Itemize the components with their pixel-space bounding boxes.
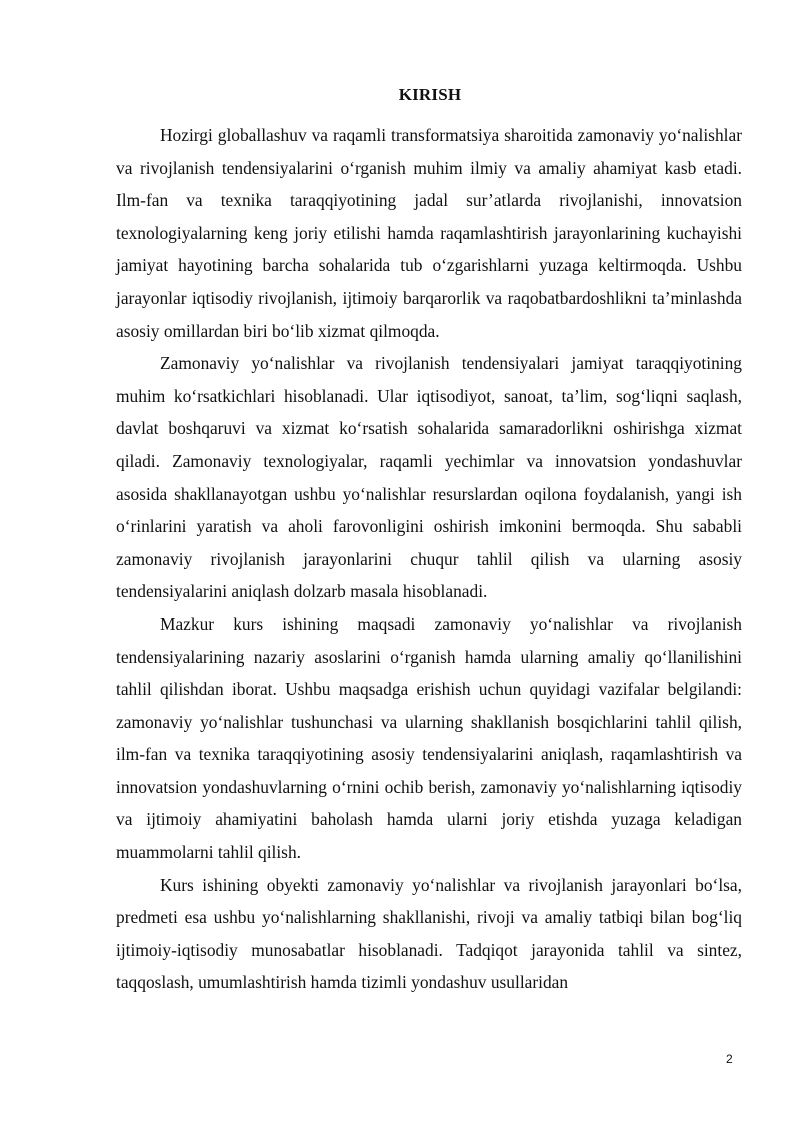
paragraph-4: Kurs ishining obyekti zamonaviy yo‘nalishlar va rivojlanish jarayonlari bo‘lsa, predmeti esa ushbu yo‘nalishlarning shakllanishi, rivoji va amaliy tatbiqi bilan bog‘liq ijtimoiy-iqtisodiy munosabatlar hisoblanadi. Tadqiqot jarayonida tahlil va sintez, taqqoslash, umumlashtirish hamda tizimli yondashuv usullaridan	[116, 874, 742, 993]
page-number: 2	[726, 1052, 733, 1066]
paragraph-3: Mazkur kurs ishining maqsadi zamonaviy yo‘nalishlar va rivojlanish tendensiyalarining nazariy asoslarini o‘rganish hamda ularning amaliy qo‘llanilishini tahlil qilishdan iborat. Ushbu maqsadga erishish uchun quyidagi vazifalar belgilandi: zamonaviy yo‘nalishlar tushunchasi va ularning shakllanish bosqichlarini tahlil qilish, ilm-fan va texnika taraqqiyotining asosiy tendensiyalarini aniqlash, raqamlashtirish va innovatsion yondashuvlarning o‘rnini ochib berish, zamonaviy yo‘nalishlarning iqtisodiy va ijtimoiy ahamiyatini baholash hamda ularni joriy etishda yuzaga keladigan muammolarni tahlil qilish.	[116, 613, 742, 863]
paragraph-1: Hozirgi globallashuv va raqamli transformatsiya sharoitida zamonaviy yo‘nalishlar va rivojlanish tendensiyalarini o‘rganish muhim ilmiy va amaliy ahamiyat kasb etadi. Ilm-fan va texnika taraqqiyotining jadal sur’atlarda rivojlanishi, innovatsion texnologiyalarning keng joriy etilishi hamda raqamlashtirish jarayonlarining kuchayishi jamiyat hayotining barcha sohalarida tub o‘zgarishlarni yuzaga keltirmoqda. Ushbu jarayonlar iqtisodiy rivojlanish, ijtimoiy barqarorlik va raqobatbardoshlikni ta’minlashda asosiy omillardan biri bo‘lib xizmat qilmoqda.	[116, 125, 742, 341]
body-text	[116, 119, 742, 999]
section-heading: KIRISH	[398, 85, 462, 104]
paragraph-2: Zamonaviy yo‘nalishlar va rivojlanish tendensiyalari jamiyat taraqqiyotining muhim ko‘rsatkichlari hisoblanadi. Ular iqtisodiyot, sanoat, ta’lim, sog‘liqni saqlash, davlat boshqaruvi va xizmat ko‘rsatish sohalarida samaradorlikni oshirishga xizmat qiladi. Zamonaviy texnologiyalar, raqamli yechimlar va innovatsion yondashuvlar asosida shakllanayotgan ushbu yo‘nalishlar resurslardan oqilona foydalanish, yangi ish o‘rinlarini yaratish va aholi farovonligini oshirish imkonini bermoqda. Shu sababli zamonaviy rivojlanish jarayonlarini chuqur tahlil qilish va ularning asosiy tendensiyalarini aniqlash dolzarb masala hisoblanadi.	[116, 353, 742, 602]
